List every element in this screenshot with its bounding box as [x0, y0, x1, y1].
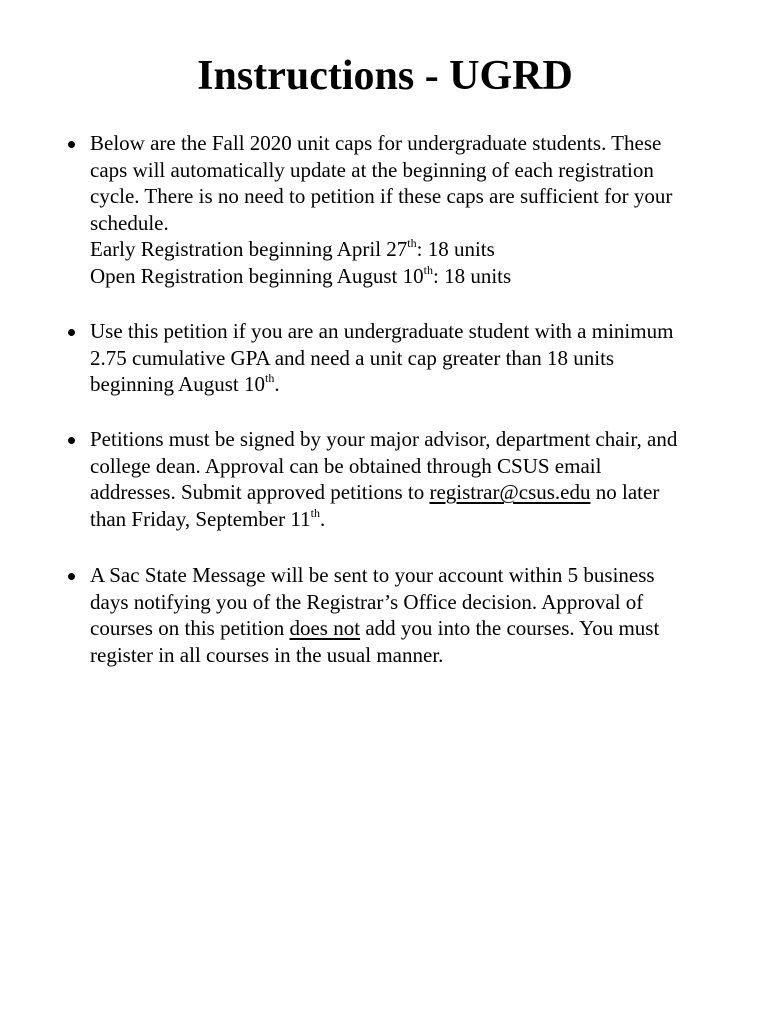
ordinal-suffix: th — [423, 262, 433, 277]
bullet-text-line: schedule. — [90, 210, 169, 235]
bullet-text-line: days notifying you of the Registrar’s Office decision. Approval of — [90, 589, 644, 614]
bullet-text: . — [320, 506, 326, 531]
early-registration-line — [90, 236, 740, 263]
ordinal-suffix: th — [310, 505, 320, 520]
bullet-text-line — [90, 479, 740, 506]
bullet-text-line — [90, 371, 740, 398]
open-registration-text: Open Registration beginning August 10 — [90, 263, 424, 288]
bullet-text: courses on this petition — [90, 616, 290, 641]
bullet-text: add you into the courses. You must — [360, 616, 660, 641]
bullet-text: no later — [590, 480, 660, 505]
bullet-text-line: college dean. Approval can be obtained through CSUS email — [90, 453, 602, 478]
bullet-dot-icon — [68, 141, 75, 148]
bullet-text-line: Below are the Fall 2020 unit caps for undergraduate students. These — [90, 131, 662, 155]
bullet-text-line: caps will automatically update at the beginning of each registration — [90, 157, 654, 182]
early-registration-units: : 18 units — [416, 237, 495, 262]
bullet-text-line — [90, 506, 740, 533]
bullet-text-line: cycle. There is no need to petition if these caps are sufficient for your — [90, 184, 673, 209]
bullet-text-line: Petitions must be signed by your major advisor, department chair, and — [90, 427, 678, 451]
deadline-text: than Friday, September 11 — [90, 506, 311, 531]
bullet-dot-icon — [68, 573, 75, 580]
early-registration-text: Early Registration beginning April 27 — [90, 237, 408, 262]
bullet-unit-caps — [90, 130, 740, 290]
emphasis-does-not: does not — [289, 616, 361, 641]
bullet-dot-icon — [68, 329, 75, 336]
bullet-petition-eligibility — [90, 318, 740, 398]
bullet-text-line — [90, 615, 740, 642]
bullet-decision-message — [90, 562, 740, 668]
bullet-text: . — [274, 372, 280, 397]
bullet-text: addresses. Submit approved petitions to — [90, 480, 430, 505]
page-title: Instructions - UGRD — [197, 53, 573, 99]
bullet-text-line: Use this petition if you are an undergraduate student with a minimum — [90, 319, 674, 343]
bullet-text-line: A Sac State Message will be sent to your account within 5 business — [90, 563, 655, 587]
open-registration-line — [90, 263, 740, 290]
bullet-text: beginning August 10 — [90, 372, 266, 397]
ordinal-suffix: th — [265, 371, 275, 386]
bullet-dot-icon — [68, 437, 75, 444]
open-registration-units: : 18 units — [433, 263, 512, 288]
bullet-text-line: 2.75 cumulative GPA and need a unit cap greater than 18 units — [90, 345, 615, 370]
registrar-email-link[interactable]: registrar@csus.edu — [429, 480, 591, 505]
bullet-text-line: register in all courses in the usual manner. — [90, 642, 444, 667]
bullet-signatures — [90, 426, 740, 532]
ordinal-suffix: th — [407, 236, 417, 251]
